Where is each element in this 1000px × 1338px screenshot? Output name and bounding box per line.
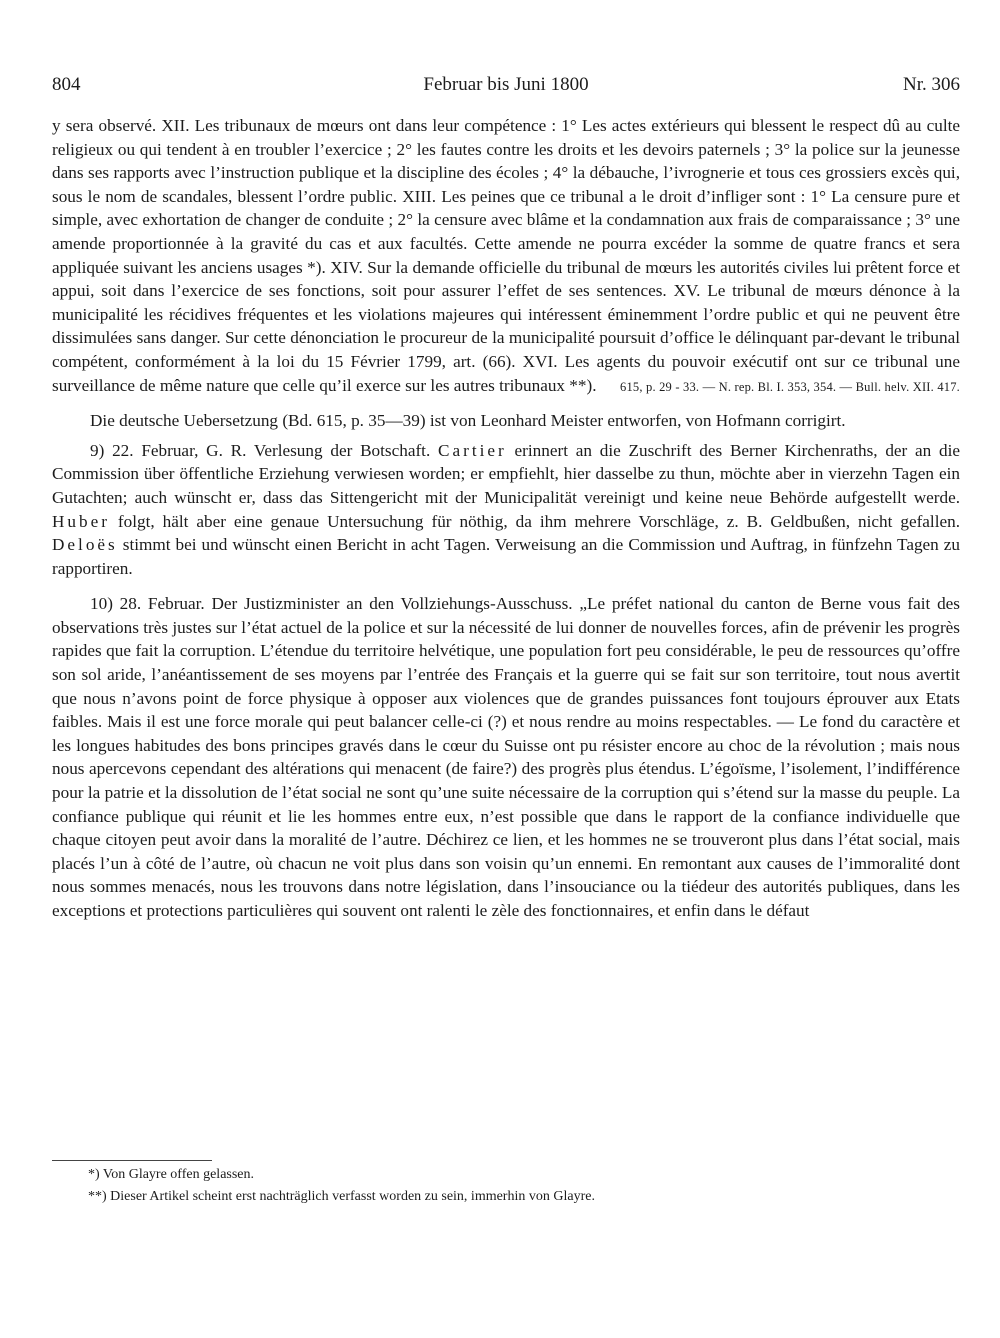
p3-text-b: erinnert an die Zuschrift des Berner Kirchenraths, der an die Commission über öffentliche Erziehung verwiesen worden; er empfiehlt, hier dasselbe zu thun, möchte aber in vierzehn Tagen ein Gutachten; auch wünscht er, dass das Sittengericht mit der Municipalität vereinigt und keine neue Behörde aufgestellt werde. bbox=[52, 440, 961, 507]
source-reference: 615, p. 29 - 33. — N. rep. Bl. I. 353, 354. — Bull. helv. XII. 417. bbox=[620, 379, 960, 394]
main-text bbox=[52, 114, 960, 923]
p3-text-a: 9) 22. Februar, G. R. Verlesung der Botschaft. bbox=[90, 440, 431, 460]
running-title: Februar bis Juni 1800 bbox=[423, 74, 589, 95]
speaker-huber: Huber bbox=[52, 511, 110, 531]
paragraph-articles bbox=[52, 114, 960, 397]
paragraph-grand-council bbox=[52, 439, 960, 581]
footnotes bbox=[88, 1164, 948, 1208]
paragraph-justice-minister: 10) 28. Februar. Der Justizminister an den Vollziehungs-Ausschuss. „Le préfet national du canton de Berne vous fait des observations très justes sur l’état actuel de la police et sur la nécessité de lui donner de nouvelles forces, afin de prévenir les progrès rapides que fait la corruption. L’étendue du territoire helvétique, une population fort peu considérable, le peu de ressources qu’offre son sol aride, l’anéantissement de ses moyens par l’entrée des Français et la guerre qui se fait sur son territoire, tout nous avertit que nous n’avons point de force physique à opposer aux violences que de grandes puissances font toujours éprouver aux Etats faibles. Mais il est une force morale qui peut balancer celle-ci (?) et nous rendre au moins respectables. — Le fond du caractère et les longues habitudes des bons principes gravés dans le cœur du Suisse ont pu résister encore au choc de la révolution ; mais nous nous apercevons cependant des altérations qui menacent (de faire?) des progrès plus étendus. L’égoïsme, l’isolement, l’indifférence pour la patrie et la dissolution de l’état social ne sont qu’une suite nécessaire de la corruption qui s’étend sur la masse du peuple. La confiance publique qui réunit et lie les hommes entre eux, n’est possible que dans le rapport de la confiance individuelle que chaque citoyen peut avoir dans la moralité de l’autre. Déchirez ce lien, et les hommes ne se trouveront plus dans l’état social, mais placés l’un à côté de l’autre, où chacun ne voit plus dans son voisin qu’un ennemi. En remontant aux causes de l’immoralité dont nous sommes menacés, nous les trouvons dans notre législation, dans l’insouciance ou la tiédeur des autorités publiques, dans les exceptions et protections particulières qui souvent ont ralenti le zèle des fonctionnaires, et enfin dans le défaut bbox=[52, 594, 960, 920]
speaker-cartier: Cartier bbox=[438, 440, 507, 460]
footnote-divider bbox=[52, 1160, 212, 1161]
p3-text-c: folgt, hält aber eine genaue Untersuchung für nöthig, da ihm mehrere Vorschläge, z. B. Geldbußen, nicht gefallen. bbox=[117, 511, 960, 531]
page-number: 804 bbox=[52, 74, 81, 95]
footnote-1: *) Von Glayre offen gelassen. bbox=[88, 1167, 255, 1182]
document-number: Nr. 306 bbox=[903, 74, 960, 95]
page-header bbox=[52, 71, 960, 99]
paragraph-articles-text: y sera observé. XII. Les tribunaux de mœurs ont dans leur compétence : 1° Les actes extérieurs qui blessent le respect dû au culte religieux ou qui tendent à en troubler l’exercice ; 2° les fautes contre les droits et les devoirs paternels ; 3° la police sur la jeunesse dans ses rapports avec l’instruction publique et la discipline des écoles ; 4° la débauche, l’ivrognerie et tous ces grossiers excès qui, sous le nom de scandales, blessent l’ordre public. XIII. Les peines que ce tribunal a le droit d’infliger sont : 1° La censure pure et simple, avec exhortation de changer de conduite ; 2° la censure avec blâme et la condamnation aux frais de comparaissance ; 3° une amende proportionnée à la gravité du cas et aux facultés. Cette amende ne pourra excéder la somme de quatre francs et sera appliquée suivant les anciens usages *). XIV. Sur la demande officielle du tribunal de mœurs les autorités civiles lui prêtent force et appui, soit dans l’exercice de ses fonctions, soit pour assurer l’effet de ses sentences. XV. Le tribunal de mœurs dénonce à la municipalité les récidives fréquentes et les violations majeures qui intéressent éminemment l’ordre public et qui ne peuvent être dissimulées sans danger. Sur cette dénonciation le procureur de la municipalité poursuit d’office le délinquant par-devant le tribunal compétent, conformément à la loi du 15 Février 1799, art. (66). XVI. Les agents du pouvoir exécutif ont sur ce tribunal une surveillance de même nature que celle qu’il exerce sur les autres tribunaux **). bbox=[52, 116, 960, 395]
paragraph-translation-note: Die deutsche Uebersetzung (Bd. 615, p. 35—39) ist von Leonhard Meister entworfen, von Hofmann corrigirt. bbox=[90, 411, 846, 431]
speaker-deloes: Deloës bbox=[52, 535, 118, 555]
document-page bbox=[52, 0, 960, 1338]
p3-text-d: stimmt bei und wünscht einen Bericht in acht Tagen. Verweisung an die Commission und Auftrag, in fünfzehn Tagen zu rapportiren. bbox=[52, 535, 960, 578]
footnote-2: **) Dieser Artikel scheint erst nachträglich verfasst worden zu sein, immerhin von Glayre. bbox=[88, 1189, 595, 1204]
